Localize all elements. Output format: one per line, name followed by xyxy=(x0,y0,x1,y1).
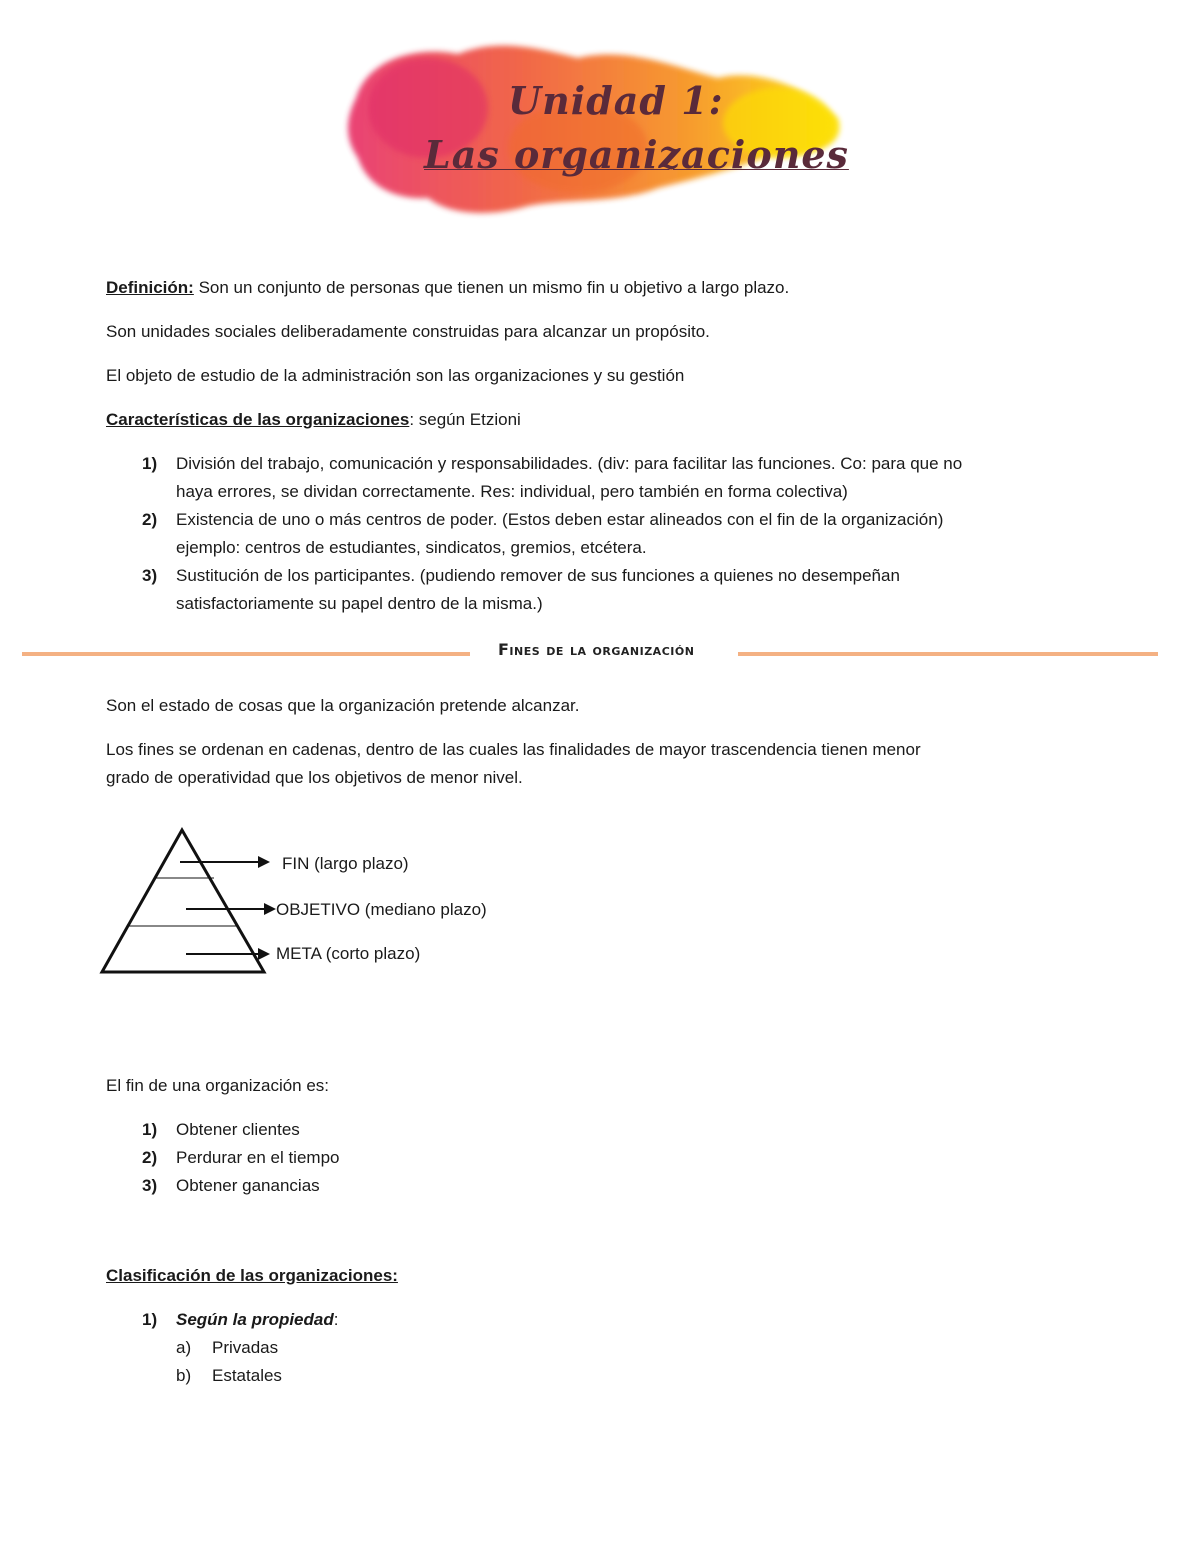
list-item-line: División del trabajo, comunicación y responsabilidades. (div: para facilitar las funciones. Co: para que no xyxy=(176,454,963,473)
list-item-suffix: : xyxy=(333,1310,339,1329)
cadenas-paragraph xyxy=(106,736,921,792)
list-item xyxy=(106,1172,339,1200)
list-number: 3) xyxy=(142,566,158,585)
pyramid-label-meta: META (corto plazo) xyxy=(276,944,421,963)
caracteristicas-suffix: : según Etzioni xyxy=(409,410,521,429)
list-number: 1) xyxy=(142,454,158,473)
clasificacion-list xyxy=(106,1306,338,1390)
list-item xyxy=(106,1144,339,1172)
sub-list-text: Privadas xyxy=(212,1338,279,1357)
list-item-text: Perdurar en el tiempo xyxy=(176,1148,340,1167)
sub-list-letter: a) xyxy=(176,1338,192,1357)
list-item xyxy=(106,562,1106,618)
caracteristicas-label: Características de las organizaciones xyxy=(106,410,410,429)
unidades-paragraph: Son unidades sociales deliberadamente construidas para alcanzar un propósito. xyxy=(106,322,710,341)
cadenas-line-2: grado de operatividad que los objetivos de menor nivel. xyxy=(106,768,523,787)
sub-list-item xyxy=(106,1362,338,1390)
list-item-line: Existencia de uno o más centros de poder. (Estos deben estar alineados con el fin de la organización) xyxy=(176,510,944,529)
definition-text: Son un conjunto de personas que tienen un mismo fin u objetivo a largo plazo. xyxy=(193,278,790,297)
sub-list-letter: b) xyxy=(176,1366,192,1385)
list-item-line: haya errores, se dividan correctamente. Res: individual, pero también en forma colectiva) xyxy=(176,482,848,501)
list-item-label: Según la propiedad xyxy=(176,1310,334,1329)
pyramid-label-fin: FIN (largo plazo) xyxy=(282,854,409,873)
list-item xyxy=(106,1116,339,1144)
fin-paragraph: El fin de una organización es: xyxy=(106,1076,330,1095)
cadenas-line-1: Los fines se ordenan en cadenas, dentro de las cuales las finalidades de mayor trascendencia tienen menor xyxy=(106,740,921,759)
section-rule-right xyxy=(738,652,1158,656)
sub-list-item xyxy=(106,1334,338,1362)
clasificacion-heading xyxy=(106,1262,398,1290)
arrow-fin-head xyxy=(258,856,270,868)
objeto-paragraph: El objeto de estudio de la administración son las organizaciones y su gestión xyxy=(106,366,685,385)
list-item-text: Obtener ganancias xyxy=(176,1176,320,1195)
list-number: 3) xyxy=(142,1176,158,1195)
arrow-objetivo-head xyxy=(264,903,276,915)
definition-label: Definición: xyxy=(106,278,194,297)
caracteristicas-heading xyxy=(106,406,521,434)
list-item xyxy=(106,506,1106,562)
list-item-text: Obtener clientes xyxy=(176,1120,300,1139)
list-item-line: satisfactoriamente su papel dentro de la misma.) xyxy=(176,594,543,613)
list-number: 2) xyxy=(142,1148,158,1167)
list-item-line: ejemplo: centros de estudiantes, sindicatos, gremios, etcétera. xyxy=(176,538,647,557)
section-rule-left xyxy=(22,652,470,656)
arrow-meta-head xyxy=(258,948,270,960)
pyramid-label-objetivo: OBJETIVO (mediano plazo) xyxy=(276,900,487,919)
list-item-line: Sustitución de los participantes. (pudiendo remover de sus funciones a quienes no desempeñan xyxy=(176,566,900,585)
sub-list-text: Estatales xyxy=(212,1366,282,1385)
list-item xyxy=(106,1306,338,1334)
banner-line-1: Unidad 1: xyxy=(508,78,724,123)
pyramid-arrows xyxy=(180,850,276,968)
fin-list xyxy=(106,1116,339,1200)
list-number: 1) xyxy=(142,1310,158,1329)
section-title-fines: Fines de la organización xyxy=(498,640,695,659)
list-number: 2) xyxy=(142,510,158,529)
estado-paragraph: Son el estado de cosas que la organización pretende alcanzar. xyxy=(106,696,580,715)
banner-title xyxy=(338,28,850,224)
clasificacion-label: Clasificación de las organizaciones: xyxy=(106,1266,398,1285)
caracteristicas-list xyxy=(106,450,1106,618)
title-banner xyxy=(338,28,850,224)
list-number: 1) xyxy=(142,1120,158,1139)
list-item xyxy=(106,450,1106,506)
definition-paragraph xyxy=(106,274,789,302)
banner-line-2: Las organizaciones xyxy=(424,132,849,177)
